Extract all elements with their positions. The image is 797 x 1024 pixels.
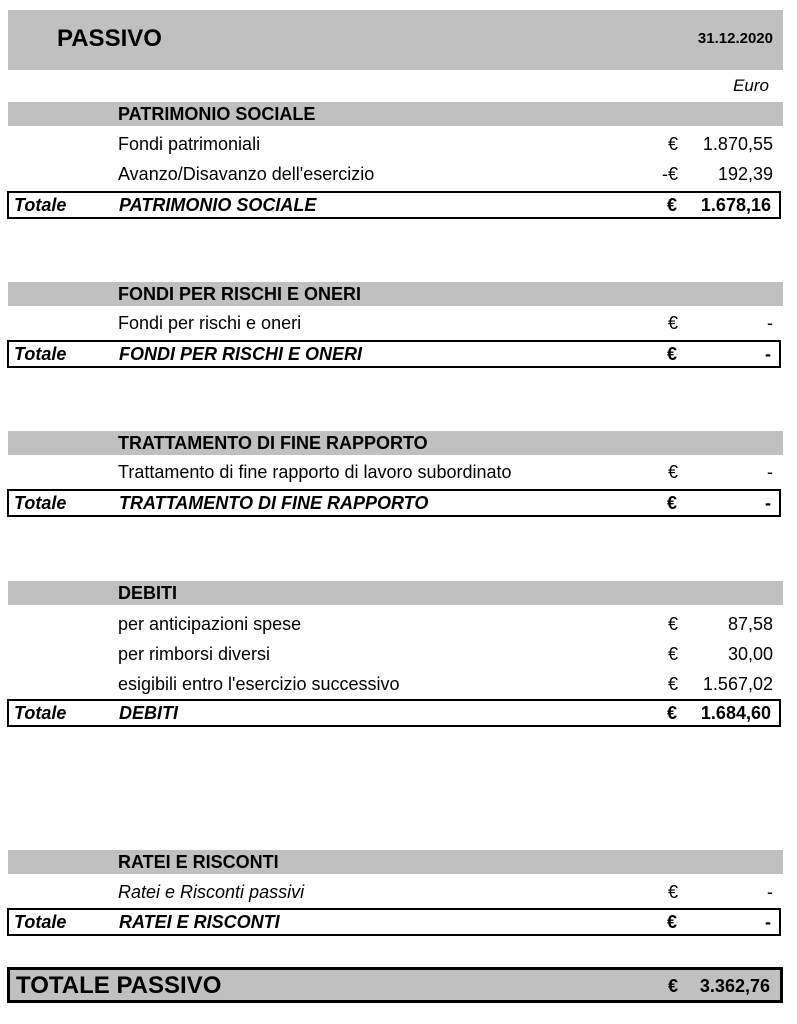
section-title: PATRIMONIO SOCIALE — [118, 104, 316, 124]
total-tag: Totale — [14, 912, 67, 932]
total-label: DEBITI — [119, 703, 179, 723]
grand-total-amount: 3.362,76 — [699, 976, 770, 996]
total-row-patrimonio — [7, 191, 781, 219]
row-currency: € — [667, 644, 678, 664]
row-amount: - — [767, 462, 773, 482]
total-label: RATEI E RISCONTI — [119, 912, 280, 932]
row-label: Ratei e Risconti passivi — [118, 882, 305, 902]
row-currency: € — [667, 313, 678, 333]
section-header-debiti — [8, 581, 783, 605]
section-header-tfr — [8, 431, 783, 455]
total-currency: € — [666, 912, 677, 932]
table-row — [8, 640, 783, 670]
total-currency: € — [666, 195, 677, 215]
total-row-fondi — [7, 340, 781, 368]
total-row-tfr — [7, 489, 781, 517]
section-header-ratei — [8, 850, 783, 874]
row-currency: € — [667, 134, 678, 154]
total-tag: Totale — [14, 195, 67, 215]
table-row — [8, 309, 783, 339]
row-amount: - — [767, 882, 773, 902]
row-amount: 1.870,55 — [702, 134, 773, 154]
total-currency: € — [666, 703, 677, 723]
total-tag: Totale — [14, 344, 67, 364]
grand-total-currency: € — [667, 976, 678, 996]
table-row — [8, 610, 783, 640]
row-label: per anticipazioni spese — [118, 614, 302, 634]
row-amount: 1.567,02 — [702, 674, 773, 694]
currency-unit: Euro — [733, 76, 769, 95]
section-header-patrimonio — [8, 102, 783, 126]
row-amount: 192,39 — [717, 164, 773, 184]
total-row-ratei — [7, 908, 781, 936]
row-label: esigibili entro l'esercizio successivo — [118, 674, 400, 694]
section-title: FONDI PER RISCHI E ONERI — [118, 284, 362, 304]
row-label: Avanzo/Disavanzo dell'esercizio — [118, 164, 375, 184]
row-label: Fondi per rischi e oneri — [118, 313, 302, 333]
grand-total-row — [7, 967, 783, 1003]
table-row — [8, 160, 783, 190]
total-currency: € — [666, 344, 677, 364]
row-currency: € — [667, 462, 678, 482]
table-row — [8, 878, 783, 908]
row-amount: - — [767, 313, 773, 333]
total-currency: € — [666, 493, 677, 513]
table-row — [8, 130, 783, 160]
total-label: TRATTAMENTO DI FINE RAPPORTO — [119, 493, 429, 513]
total-label: FONDI PER RISCHI E ONERI — [119, 344, 363, 364]
row-amount: 30,00 — [727, 644, 773, 664]
total-amount: 1.678,16 — [700, 195, 771, 215]
total-amount: - — [765, 344, 771, 364]
grand-total-label: TOTALE PASSIVO — [16, 972, 222, 999]
total-amount: - — [765, 912, 771, 932]
table-row — [8, 670, 783, 700]
table-row — [8, 458, 783, 488]
row-currency: € — [667, 614, 678, 634]
page-title: PASSIVO — [57, 25, 162, 52]
row-currency: € — [667, 882, 678, 902]
section-header-fondi — [8, 282, 783, 306]
row-currency: -€ — [661, 164, 678, 184]
total-tag: Totale — [14, 493, 67, 513]
section-title: RATEI E RISCONTI — [118, 852, 279, 872]
row-amount: 87,58 — [727, 614, 773, 634]
row-label: Trattamento di fine rapporto di lavoro subordinato — [118, 462, 512, 482]
section-title: DEBITI — [118, 583, 178, 603]
row-label: per rimborsi diversi — [118, 644, 271, 664]
total-label: PATRIMONIO SOCIALE — [119, 195, 317, 215]
row-currency: € — [667, 674, 678, 694]
section-title: TRATTAMENTO DI FINE RAPPORTO — [118, 433, 428, 453]
total-amount: 1.684,60 — [700, 703, 771, 723]
total-tag: Totale — [14, 703, 67, 723]
total-amount: - — [765, 493, 771, 513]
total-row-debiti — [7, 699, 781, 727]
row-label: Fondi patrimoniali — [118, 134, 261, 154]
report-date: 31.12.2020 — [697, 30, 773, 47]
